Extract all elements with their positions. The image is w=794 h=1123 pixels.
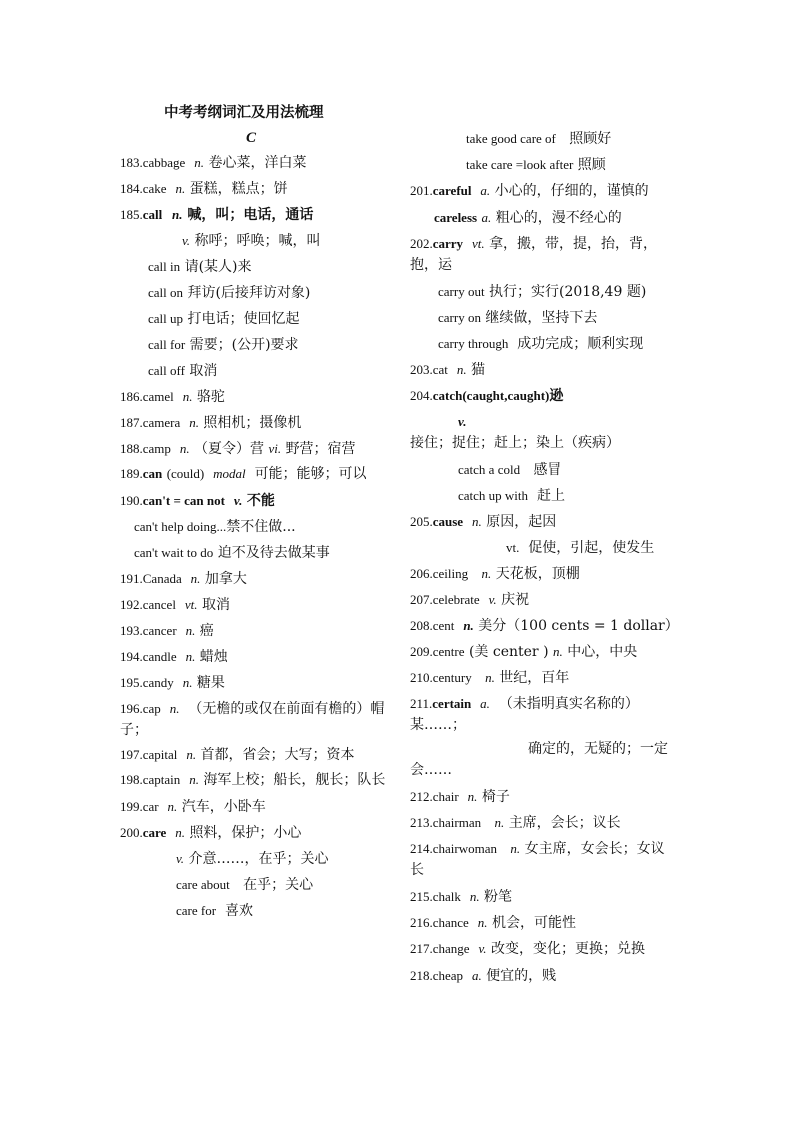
entry-204-verb: v. 接住；捉住；赶上；染上（疾病） [410,414,620,451]
entry-203: 203.cat n. 猫 [410,362,486,378]
entry-189: 189.can (could) modal 可能；能够；可以 [120,466,367,482]
entry-205-verb: vt. 促使，引起，使发生 [506,540,655,556]
phrase-call-in: call in 请(某人)来 [148,259,252,275]
phrase-care-for: care for 喜欢 [176,903,253,919]
entry-183: 183.cabbage n. 卷心菜，洋白菜 [120,155,307,171]
page-title: 中考考纲词汇及用法梳理 [164,104,324,121]
entry-218: 218.cheap a. 便宜的，贱 [410,968,557,984]
left-column [120,100,388,924]
entry-210: 210.century n. 世纪，百年 [410,670,570,686]
entry-184: 184.cake n. 蛋糕，糕点；饼 [120,181,288,197]
entry-211-def2: 确定的，无疑的；一定会…… [410,741,668,778]
entry-208: 208.cent n. 美分（100 cents = 1 dollar） [410,618,679,634]
entry-190: 190.can't = can not v. 不能 [120,493,275,509]
entry-198: 198.captain n. 海军上校；船长，舰长；队长 [120,772,386,788]
entry-185: 185.call n. 喊，叫；电话，通话 [120,207,314,223]
entry-193: 193.cancer n. 癌 [120,623,214,639]
entry-207: 207.celebrate v. 庆祝 [410,592,530,608]
entry-217: 217.change v. 改变，变化；更换；兑换 [410,941,645,957]
entry-200-verb: v. 介意……，在乎；关心 [176,851,329,867]
entry-212: 212.chair n. 椅子 [410,789,510,805]
entry-186: 186.camel n. 骆驼 [120,389,225,405]
entry-187: 187.camera n. 照相机；摄像机 [120,415,302,431]
entry-199: 199.car n. 汽车，小卧车 [120,799,266,815]
phrase-cant-help: can't help doing...禁不住做... [134,519,296,535]
phrase-take-care: take care =look after 照顾 [466,157,606,173]
entry-197: 197.capital n. 首都，省会；大写；资本 [120,747,355,763]
entry-214: 214.chairwoman n. 女主席，女会长；女议长 [410,841,665,878]
phrase-catch-up-with: catch up with 赶上 [458,488,565,504]
phrase-cant-wait: can't wait to do 迫不及待去做某事 [134,545,330,561]
entry-211: 211.certain a. （未指明真实名称的）某……； [410,696,639,733]
entry-194: 194.candle n. 蜡烛 [120,649,228,665]
entry-192: 192.cancel vt. 取消 [120,597,230,613]
entry-188: 188.camp n. （夏令）营 vi. 野营；宿营 [120,441,356,457]
entry-205: 205.cause n. 原因，起因 [410,514,557,530]
entry-213: 213.chairman n. 主席，会长；议长 [410,815,621,831]
entry-215: 215.chalk n. 粉笔 [410,889,513,905]
phrase-call-on: call on 拜访(后接拜访对象) [148,285,311,301]
phrase-carry-through: carry through 成功完成；顺利实现 [438,336,644,352]
entry-201: 201.careful a. 小心的，仔细的，谨慎的 [410,183,649,199]
section-letter: C [246,130,257,146]
phrase-carry-on: carry on 继续做，坚持下去 [438,310,598,326]
entry-206: 206.ceiling n. 天花板，顶棚 [410,566,580,582]
entry-185-verb: v. 称呼；呼唤；喊，叫 [182,233,321,249]
entry-216: 216.chance n. 机会，可能性 [410,915,576,931]
entry-209: 209.centre (美 center ) n. 中心，中央 [410,644,638,660]
entry-196: 196.cap n. （无檐的或仅在前面有檐的）帽子； [120,701,385,738]
phrase-care-about: care about 在乎；关心 [176,877,314,893]
phrase-catch-a-cold: catch a cold 感冒 [458,462,562,478]
phrase-carry-out: carry out 执行；实行(2018,49 题) [438,284,647,300]
entry-200: 200.care n. 照料，保护；小心 [120,825,302,841]
entry-201-careless: careless a. 粗心的，漫不经心的 [434,210,622,226]
entry-191: 191.Canada n. 加拿大 [120,571,247,587]
phrase-call-off: call off 取消 [148,363,218,379]
entry-195: 195.candy n. 糖果 [120,675,225,691]
right-column [410,126,678,989]
phrase-call-up: call up 打电话；使回忆起 [148,311,300,327]
entry-202: 202.carry vt. 拿，搬，带，提，抬，背，抱，运 [410,236,658,273]
entry-204: 204.catch(caught,caught)逊 [410,388,564,404]
phrase-call-for: call for 需要；(公开)要求 [148,337,299,353]
phrase-take-good-care-of: take good care of 照顾好 [466,131,612,147]
